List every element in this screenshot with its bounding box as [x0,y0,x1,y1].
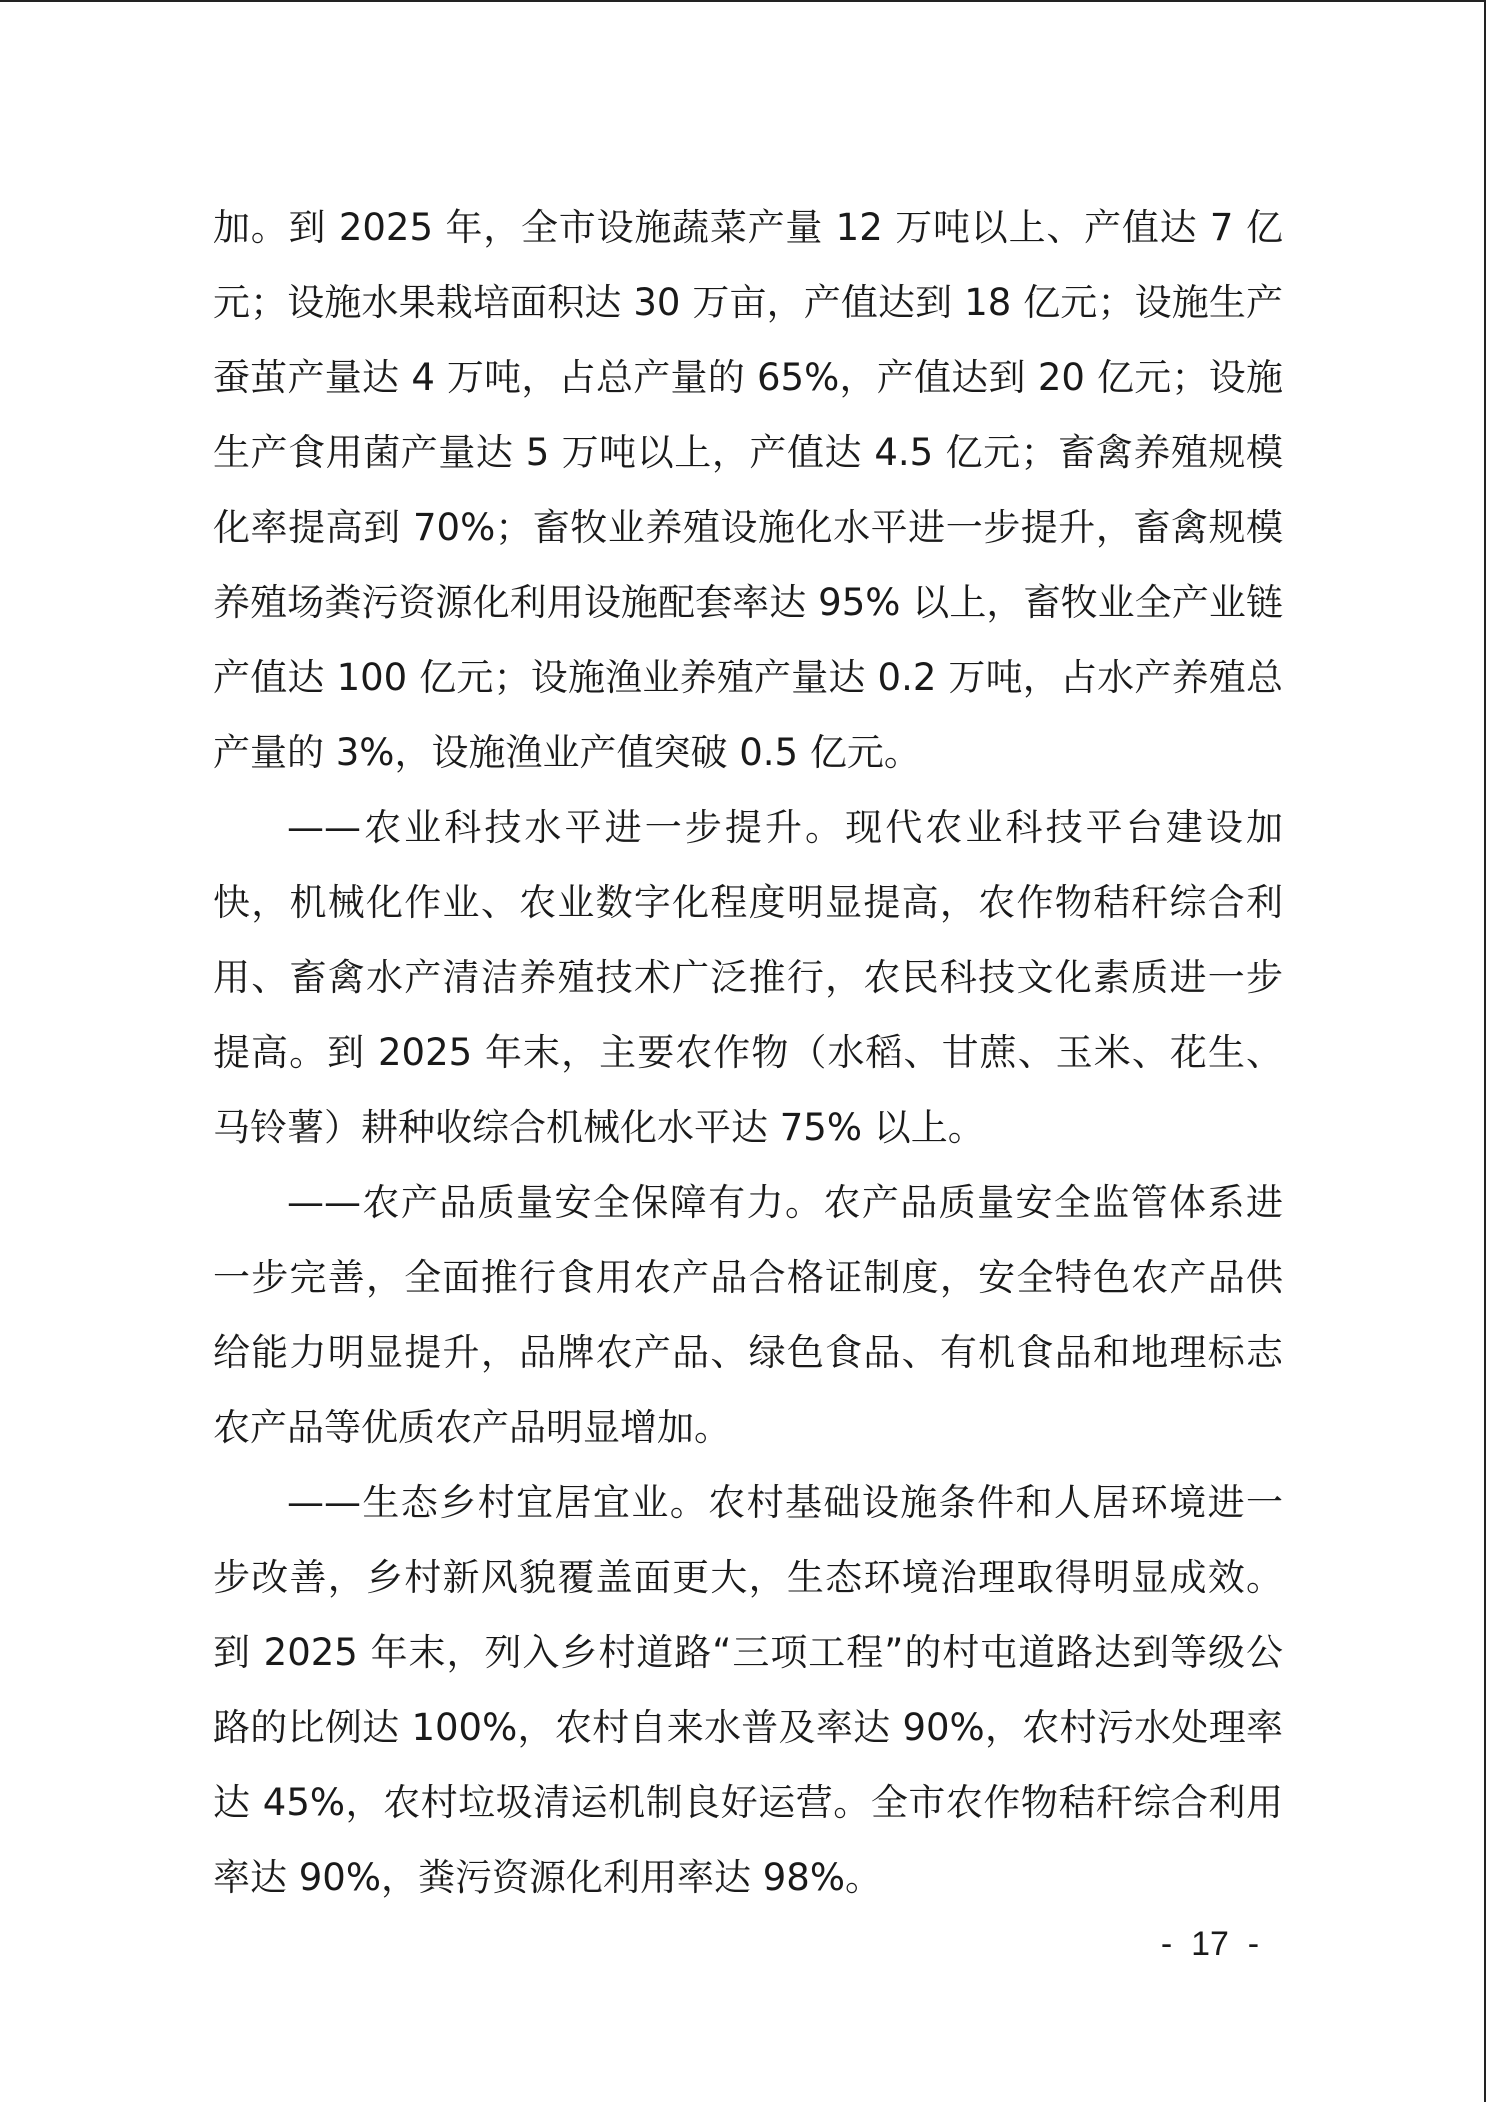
document-body [213,190,1283,1915]
paragraph-ecological-village: ——生态乡村宜居宜业。农村基础设施条件和人居环境进一步改善，乡村新风貌覆盖面更大，生态环境治理取得明显成效。到 2025 年末，列入乡村道路“三项工程”的村屯道路达到等级公路的比例达 100%，农村自来水普及率达 90%，农村污水处理率达 45%，农村垃圾清运机制良好运营。全市农作物秸秆综合利用率达 90%，粪污资源化利用率达 98%。 [213,1481,1283,1899]
paragraph-continuation: 加。到 2025 年，全市设施蔬菜产量 12 万吨以上、产值达 7 亿元；设施水果栽培面积达 30 万亩，产值达到 18 亿元；设施生产蚕茧产量达 4 万吨，占总产量的 65%，产值达到 20 亿元；设施生产食用菌产量达 5 万吨以上，产值达 4.5 亿元；畜禽养殖规模化率提高到 70%；畜牧业养殖设施化水平进一步提升，畜禽规模养殖场粪污资源化利用设施配套率达 95% 以上，畜牧业全产业链产值达 100 亿元；设施渔业养殖产量达 0.2 万吨，占水产养殖总产量的 3%，设施渔业产值突破 0.5 亿元。 [213,206,1283,774]
paragraph-agri-tech: ——农业科技水平进一步提升。现代农业科技平台建设加快，机械化作业、农业数字化程度明显提高，农作物秸秆综合利用、畜禽水产清洁养殖技术广泛推行，农民科技文化素质进一步提高。到 2025 年末，主要农作物（水稻、甘蔗、玉米、花生、马铃薯）耕种收综合机械化水平达 75% 以上。 [213,806,1283,1149]
paragraph-product-quality: ——农产品质量安全保障有力。农产品质量安全监管体系进一步完善，全面推行食用农产品合格证制度，安全特色农产品供给能力明显提升，品牌农产品、绿色食品、有机食品和地理标志农产品等优质农产品明显增加。 [213,1181,1283,1449]
page-number: - 17 - [1160,1925,1260,1963]
